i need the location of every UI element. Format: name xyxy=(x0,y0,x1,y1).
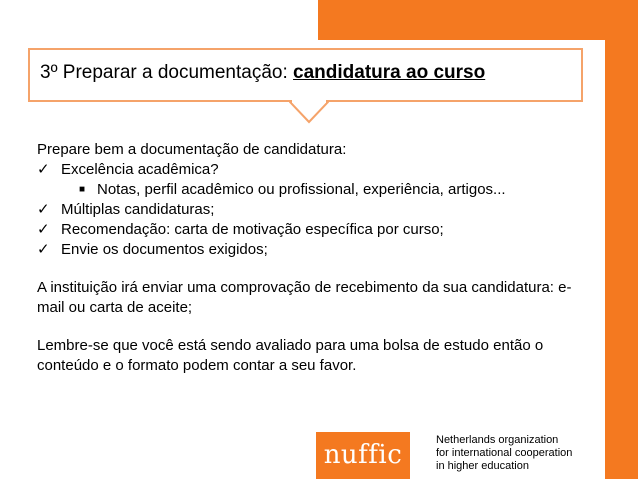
nuffic-logo: nuffic xyxy=(316,432,410,479)
paragraph-reminder: Lembre-se que você está sendo avaliado para uma bolsa de estudo então o conteúdo e o formato podem contar a seu favor. xyxy=(37,337,544,374)
check-item: ✓ Envie os documentos exigidos; xyxy=(37,241,268,258)
top-orange-bar xyxy=(318,0,638,40)
side-orange-bar xyxy=(605,40,638,479)
sub-item: ■ Notas, perfil acadêmico ou profissional, experiência, artigos... xyxy=(79,181,506,198)
slide-title xyxy=(40,62,485,84)
title-prefix: 3º Preparar a documentação: xyxy=(40,62,294,83)
check-item: ✓ Recomendação: carta de motivação específica por curso; xyxy=(37,221,444,238)
checkmark-icon: ✓ xyxy=(37,161,50,178)
checkmark-icon: ✓ xyxy=(37,221,50,238)
checkmark-icon: ✓ xyxy=(37,241,50,258)
square-bullet-icon: ■ xyxy=(79,184,86,195)
slide-content xyxy=(37,140,597,376)
intro-text: Prepare bem a documentação de candidatura: xyxy=(37,141,347,158)
checkmark-icon: ✓ xyxy=(37,201,50,218)
check-item: ✓ Excelência acadêmica? xyxy=(37,161,219,178)
callout-pointer-icon xyxy=(289,100,329,124)
paragraph-confirmation: A instituição irá enviar uma comprovação de recebimento da sua candidatura: e-mail ou carta de aceite; xyxy=(37,279,572,316)
organization-name: Netherlands organization for international cooperation in higher education xyxy=(436,434,573,472)
check-item: ✓ Múltiplas candidaturas; xyxy=(37,201,215,218)
title-box xyxy=(28,48,583,102)
title-highlight: candidatura ao curso xyxy=(293,62,486,83)
